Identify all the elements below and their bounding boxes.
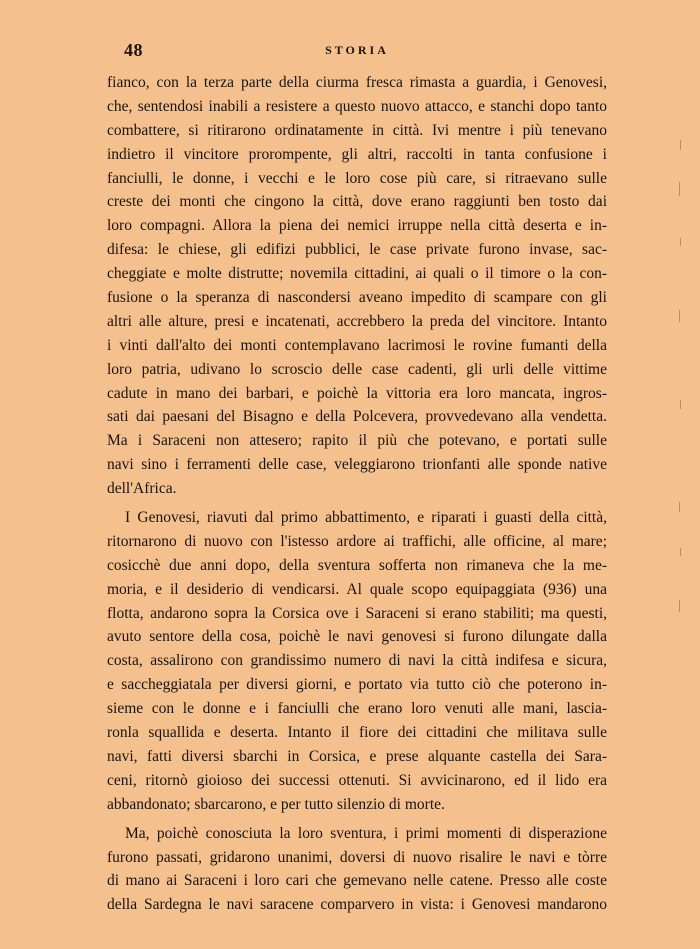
paragraph	[107, 71, 607, 501]
text-line: ronla squallida e deserta. Intanto il fiore dei cittadini che militava sulle	[107, 724, 607, 742]
text-line: combattere, si ritirarono ordinatamente in città. Ivi mentre i più tenevano	[107, 121, 607, 139]
running-title: STORIA	[325, 43, 389, 57]
page-number: 48	[124, 40, 143, 60]
text-line: ritornarono di nuovo con l'istesso ardore ai traffichi, alle officine, al mare;	[107, 532, 607, 550]
text-line: navi, fatti diversi sbarchi in Corsica, e prese alquante castella dei Sara-	[107, 747, 607, 765]
margin-mark	[680, 140, 681, 150]
margin-mark	[679, 310, 680, 322]
text-line: loro patria, udivano lo scroscio delle case cadenti, gli urli delle vittime	[107, 360, 607, 378]
page-header	[107, 40, 607, 64]
text-line: cosicchè due anni dopo, della sventura sofferta non rimaneva che la me-	[107, 556, 607, 574]
paragraph	[107, 506, 607, 817]
margin-mark	[679, 182, 680, 196]
margin-mark	[680, 548, 681, 556]
text-line: loro compagni. Allora la piena dei nemici irruppe nella città deserta e in-	[107, 217, 607, 235]
text-line: abbandonato; sbarcarono, e per tutto silenzio di morte.	[107, 795, 445, 813]
text-line: fianco, con la terza parte della ciurma fresca rimasta a guardia, i Genovesi,	[107, 74, 607, 91]
text-line: furono passati, gridarono unanimi, doversi di nuovo risalire le navi e tòrre	[107, 848, 607, 866]
text-line: sati dai paesani del Bisagno e della Polcevera, provvedevano alla vendetta.	[107, 408, 607, 426]
text-line: altri alle alture, presi e incatenati, accrebbero la preda del vincitore. Intanto	[107, 312, 607, 330]
text-line: cadute in mano dei barbari, e poichè la vittoria era loro mancata, ingros-	[107, 384, 607, 402]
paragraph	[107, 822, 607, 918]
text-line: cheggiate e molte distrutte; novemila cittadini, ai quali o il timore o la con-	[107, 265, 607, 283]
text-line: moria, e il desiderio di vendicarsi. Al quale scopo equipaggiata (936) una	[107, 580, 607, 598]
text-line: sieme con le donne e i fanciulli che erano loro venuti alle mani, lascia-	[107, 700, 607, 718]
text-line: fanciulli, le donne, i vecchi e le loro cose più care, si ritraevano sulle	[107, 169, 607, 187]
text-line: che, sentendosi inabili a resistere a questo nuovo attacco, e stanchi dopo tanto	[107, 97, 607, 115]
text-line: difesa: le chiese, gli edifizi pubblici, le case private furono invase, sac-	[107, 241, 607, 259]
text-line: costa, assalirono con grandissimo numero di navi la città indifesa e sicura,	[107, 652, 607, 670]
text-line: ceni, ritornò gioioso dei successi ottenuti. Si avvicinarono, ed il lido era	[107, 771, 607, 789]
text-line: creste dei monti che cingono la città, dove erano raggiunti ben tosto dai	[107, 193, 607, 211]
text-line: indietro il vincitore prorompente, gli altri, raccolti in tanta confusione i	[107, 145, 607, 163]
text-line: I Genovesi, riavuti dal primo abbattimento, e riparati i guasti della città,	[125, 509, 607, 527]
text-line: avuto sentore della cosa, poichè le navi genovesi si furono dilungate dalla	[107, 628, 607, 646]
text-line: e saccheggiatala per diversi giorni, e portato via tutto ciò che poterono in-	[107, 676, 607, 694]
margin-mark	[679, 600, 680, 612]
margin-mark	[680, 238, 681, 246]
body-text	[107, 71, 607, 917]
text-line: flotta, andarono sopra la Corsica ove i Saraceni si erano stabiliti; ma questi,	[107, 604, 607, 622]
text-line: di mano ai Saraceni i loro cari che gemevano nelle catene. Presso alle coste	[107, 872, 607, 890]
margin-mark	[679, 502, 680, 512]
text-line: della Sardegna le navi saracene comparvero in vista: i Genovesi mandarono	[107, 896, 607, 914]
text-line: navi sino i ferramenti delle case, veleggiarono trionfanti alle sponde native	[107, 456, 607, 474]
text-line: dell'Africa.	[107, 480, 177, 498]
text-line: Ma i Saraceni non attesero; rapito il più che potevano, e portati sulle	[107, 432, 607, 450]
text-line: Ma, poichè conosciuta la loro sventura, i primi momenti di disperazione	[125, 824, 607, 842]
text-line: fusione o la speranza di nascondersi aveano impedito di scampare con gli	[107, 289, 607, 307]
margin-mark	[680, 400, 681, 409]
text-line: i vinti dall'alto dei monti contemplavano lacrimosi le rovine fumanti della	[107, 336, 607, 354]
